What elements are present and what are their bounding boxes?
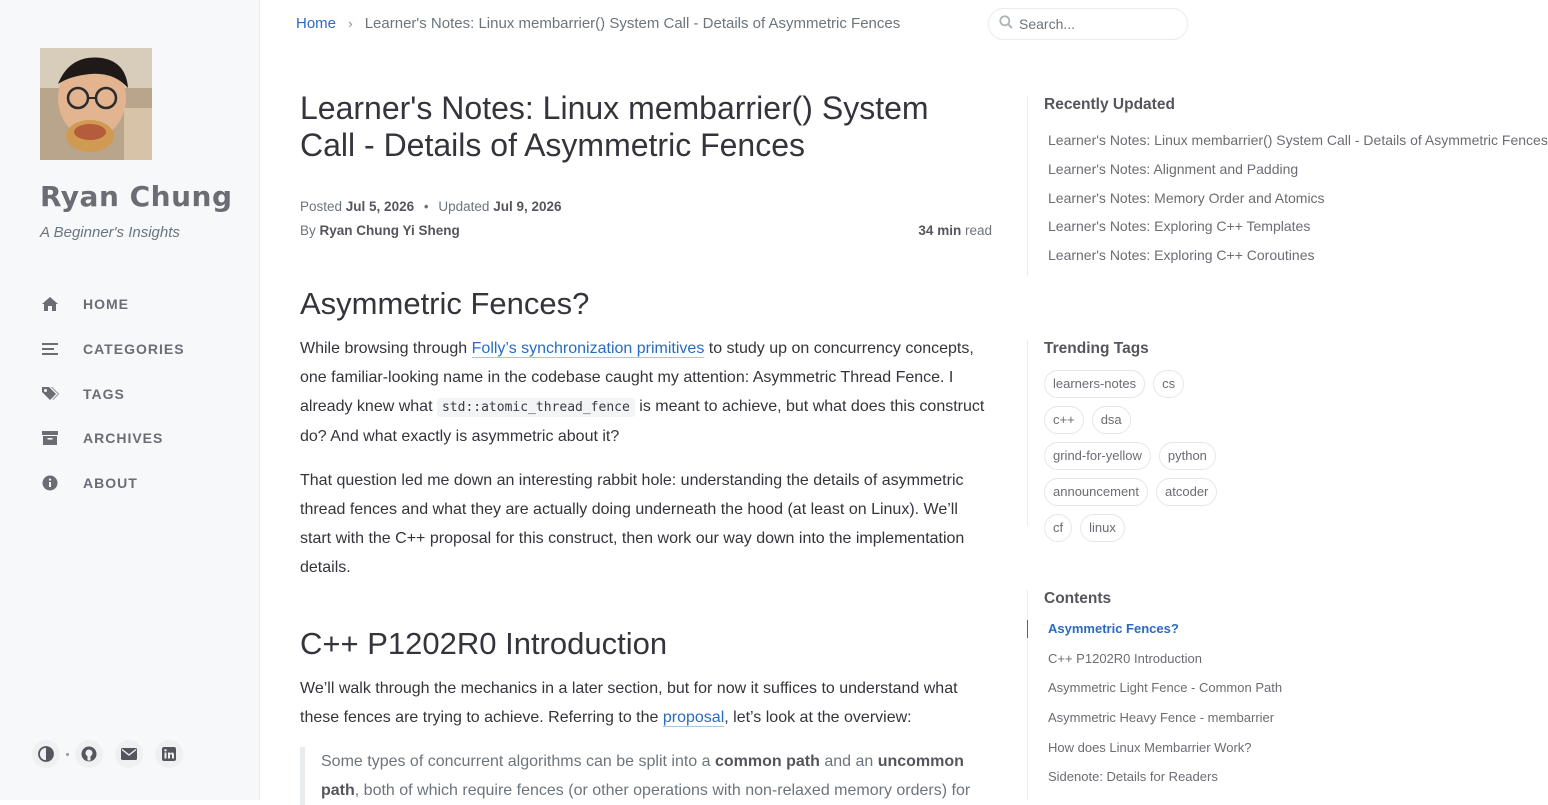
text-run: Some types of concurrent algorithms can be split into a (321, 753, 715, 770)
trending-tags-panel (1027, 340, 1280, 535)
heading-p1202: C++ P1202R0 Introduction (300, 626, 668, 661)
recent-item[interactable]: Learner's Notes: Memory Order and Atomics (1048, 189, 1325, 206)
tag-chip[interactable]: announcement (1044, 478, 1148, 506)
toc-item[interactable]: How does Linux Membarrier Work? (1048, 739, 1252, 755)
text-run: to study up on concurrency concepts, one familiar-looking name in the codebase caught my attention: Asymmetric Thread Fence. I already knew what (300, 340, 974, 415)
nav-item-categories[interactable] (40, 337, 185, 361)
text-run: , let’s look at the overview: (724, 709, 912, 726)
archive-icon (40, 428, 60, 448)
avatar-image (40, 48, 152, 160)
site-subtitle: A Beginner's Insights (40, 224, 180, 241)
text-run: and an (819, 753, 878, 770)
recently-updated-title: Recently Updated (1044, 96, 1175, 113)
tag-chip[interactable]: atcoder (1156, 478, 1217, 506)
breadcrumb-current: Learner's Notes: Linux membarrier() System Call - Details of Asymmetric Fences (364, 15, 901, 32)
breadcrumb-home-link[interactable]: Home (296, 15, 337, 32)
text-run: is meant to achieve, but what does this construct do? And what exactly is asymmetric about it? (300, 398, 985, 445)
paragraph-intro (300, 334, 992, 451)
tag-chip[interactable]: learners-notes (1044, 370, 1145, 398)
post-content (300, 90, 1000, 799)
tag-chip[interactable]: grind-for-yellow (1044, 442, 1151, 470)
toc-item[interactable]: Asymmetric Light Fence - Common Path (1048, 680, 1283, 696)
search-input[interactable] (1019, 16, 1179, 32)
toc-title: Contents (1044, 590, 1112, 607)
recently-updated-panel (1027, 96, 1548, 276)
posted-date[interactable]: Jul 5, 2026 (345, 199, 415, 214)
toc-item[interactable]: Asymmetric Heavy Fence - membarrier (1048, 710, 1275, 726)
breadcrumb (296, 15, 900, 32)
tag-chip[interactable]: c++ (1044, 406, 1084, 434)
text-run: We’ll walk through the mechanics in a later section, but for now it suffices to understand what these fences are trying to achieve. Referring to the (300, 680, 958, 726)
tag-chip[interactable]: dsa (1092, 406, 1131, 434)
site-title[interactable]: Ryan Chung (40, 180, 233, 213)
nav-item-archives[interactable] (40, 426, 164, 450)
nav-item-home[interactable] (40, 292, 129, 316)
inline-code: std::atomic_thread_fence (437, 398, 635, 417)
nav-label-about: ABOUT (83, 475, 138, 491)
recent-item[interactable]: Learner's Notes: Linux membarrier() System Call - Details of Asymmetric Fences (1048, 132, 1548, 148)
recent-item[interactable]: Learner's Notes: Alignment and Padding (1048, 160, 1299, 177)
text-run: , both of which require fences (or other operations with non-relaxed memory orders) for (354, 782, 971, 799)
nav-item-about[interactable] (40, 471, 138, 495)
by-label: By (300, 223, 316, 238)
bars-icon (40, 339, 60, 359)
search-icon (999, 15, 1013, 34)
post-title: Learner's Notes: Linux membarrier() System Call - Details of Asymmetric Fences (300, 90, 929, 163)
nav-item-tags[interactable] (40, 382, 125, 406)
toc-item[interactable]: C++ P1202R0 Introduction (1048, 650, 1202, 666)
sidebar-bottom-bar (32, 740, 195, 768)
nav-label-archives: ARCHIVES (83, 430, 164, 446)
toc-item[interactable]: Sidenote: Details for Readers (1048, 769, 1218, 785)
nav-label-home: HOME (83, 296, 129, 312)
bold-text: common path (714, 753, 820, 770)
github-icon[interactable] (75, 740, 103, 768)
sidebar (0, 0, 260, 800)
post-author[interactable]: Ryan Chung Yi Sheng (319, 223, 460, 238)
home-icon (40, 294, 60, 314)
text-run: While browsing through (300, 340, 472, 357)
updated-label: Updated (438, 199, 490, 214)
paragraph-rabbit-hole: That question led me down an interesting rabbit hole: understanding the details of asymmetric thread fences and what they are actually doing underneath the hood (at least on Linux). We’ll start with the C++ proposal for this construct, then work our way down into the implementation details. (300, 472, 965, 576)
avatar[interactable] (40, 48, 152, 160)
nav-label-categories: CATEGORIES (83, 341, 185, 357)
proposal-quote (300, 747, 992, 805)
tag-chip[interactable]: cf (1044, 514, 1072, 542)
trending-tags-title: Trending Tags (1044, 340, 1149, 357)
recent-item[interactable]: Learner's Notes: Exploring C++ Templates (1048, 218, 1311, 235)
tag-chip[interactable]: python (1159, 442, 1216, 470)
post-meta (300, 195, 992, 243)
recent-item[interactable]: Learner's Notes: Exploring C++ Coroutines (1048, 247, 1315, 264)
topbar (260, 0, 1280, 48)
tag-list (1044, 370, 1234, 550)
theme-toggle-icon[interactable] (32, 740, 60, 768)
breadcrumb-chevron-icon: › (348, 16, 353, 31)
toc-panel (1027, 590, 1283, 800)
heading-asymmetric-fences: Asymmetric Fences? (300, 286, 590, 321)
separator-dot (66, 753, 69, 756)
read-minutes: 34 min (918, 223, 962, 238)
nav-label-tags: TAGS (83, 386, 125, 402)
meta-separator: • (423, 199, 429, 214)
updated-date[interactable]: Jul 9, 2026 (493, 199, 562, 214)
proposal-link[interactable]: proposal (662, 709, 725, 726)
folly-link[interactable]: Folly’s synchronization primitives (471, 340, 705, 357)
posted-label: Posted (300, 199, 343, 214)
paragraph-overview (300, 674, 992, 732)
linkedin-icon[interactable] (155, 740, 183, 768)
read-time (918, 219, 992, 243)
search-box[interactable] (988, 8, 1188, 40)
toc-item[interactable]: Asymmetric Fences? (1044, 614, 1234, 644)
tag-chip[interactable]: cs (1153, 370, 1184, 398)
tags-icon (40, 384, 60, 404)
email-icon[interactable] (115, 740, 143, 768)
read-label: read (964, 223, 992, 238)
info-icon (40, 473, 60, 493)
tag-chip[interactable]: linux (1080, 514, 1125, 542)
bold-text: uncommon path (321, 753, 964, 799)
